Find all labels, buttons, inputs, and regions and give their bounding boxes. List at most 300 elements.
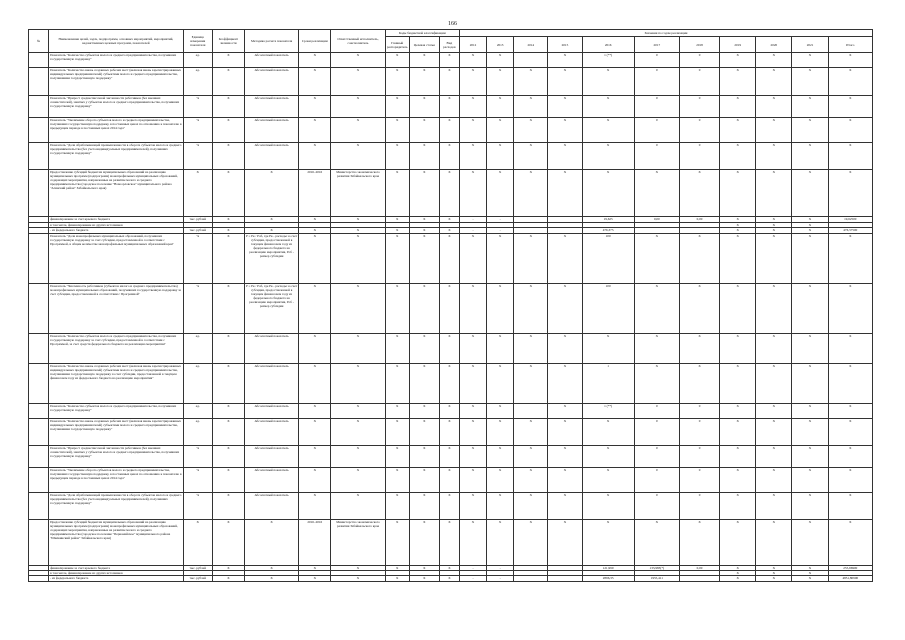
row-method-cell: Абсолютный показатель	[244, 143, 298, 170]
row-name-cell: Показатель "Количество субъектов малого и среднего предпринимательства, получивших государственную поддержку за счет субсидии, предоставленной в соответствии с Программой, за счет средств федерального бюджета на реализацию мероприятия"	[49, 334, 184, 364]
row-name-cell: Показатель "Количество субъектов малого и среднего предпринимательства, получивших государственную поддержку"	[49, 53, 184, 68]
row-year-value-cell: Х	[514, 468, 548, 493]
row-method-cell: Абсолютный показатель	[244, 96, 298, 118]
row-name-cell: Показатель "Увеличение оборота субъектов малого и среднего предпринимательства, получивших государственную поддержку, в постоянных ценах по отношению к показателю в предыдущем периоде в постоянных ценах 2014 года"	[49, 468, 184, 493]
row-budget-code-cell: Х	[385, 404, 409, 419]
row-year-value-cell: 255,96900	[828, 566, 872, 571]
row-year-value-cell: -	[487, 576, 514, 582]
row-responsible-cell: Министерство экономического развития Забайкальского края	[331, 520, 385, 566]
row-number-cell	[29, 576, 49, 582]
row-budget-code-cell: Х	[409, 118, 439, 143]
row-coefficient-cell: Х	[212, 446, 244, 468]
row-unit-cell: %	[183, 468, 212, 493]
row-number-cell	[29, 520, 49, 566]
row-budget-code-cell: Х	[409, 217, 439, 223]
row-budget-code-cell: Х	[385, 419, 409, 446]
row-budget-code-cell: Х	[409, 468, 439, 493]
row-year-value-cell: 0	[679, 118, 719, 143]
row-responsible-cell: Х	[331, 217, 385, 223]
row-unit-cell: тыс. рублей	[183, 576, 212, 582]
row-year-value-cell: 0	[679, 493, 719, 520]
row-unit-cell: ед.	[183, 334, 212, 364]
row-budget-code-cell: Х	[385, 96, 409, 118]
row-year-value-cell: Х	[756, 571, 792, 576]
row-budget-code-cell: Х	[409, 53, 439, 68]
table-row	[29, 118, 873, 143]
row-year-value-cell: Х	[459, 520, 486, 566]
row-method-cell: Абсолютный показатель	[244, 118, 298, 143]
table-row	[29, 284, 873, 334]
row-name-cell: в том числе, финансирование из других источников	[49, 571, 184, 576]
row-budget-code-cell: Х	[385, 143, 409, 170]
row-year-value-cell: Х	[828, 53, 872, 68]
row-number-cell	[29, 364, 49, 404]
header-budget-codes: Коды бюджетной классификации	[385, 30, 459, 37]
row-responsible-cell: Х	[331, 334, 385, 364]
row-coefficient-cell: Х	[212, 228, 244, 234]
row-year-value-cell: Х	[459, 96, 486, 118]
row-budget-code-cell: Х	[439, 234, 459, 284]
row-unit-cell: %	[183, 493, 212, 520]
row-name-cell: - из федерального бюджета	[49, 576, 184, 582]
row-period-cell: Х	[299, 576, 331, 582]
row-name-cell: Показатель "Численность работников (субъектов малого и среднего предпринимательства) монопрофильных муниципальных образований, получивших государственную поддержку за счет субсидии, предоставленной в соответствии с Программой"	[49, 284, 184, 334]
row-year-value-cell: Х	[548, 284, 582, 334]
row-year-value-cell: Х	[487, 334, 514, 364]
row-year-value-cell: Х	[548, 68, 582, 96]
header-name: Наименование целей, задач, подпрограмм, основных мероприятий, мероприятий, ведомственных целевых программ, показателей	[49, 30, 184, 53]
row-budget-code-cell: Х	[409, 334, 439, 364]
row-year-value-cell: Х	[720, 217, 756, 223]
row-budget-code-cell: Х	[439, 143, 459, 170]
row-year-value-cell: 4851,80900	[828, 576, 872, 582]
row-year-value-cell: 133,983(*)	[634, 566, 679, 571]
row-budget-code-cell: Х	[409, 364, 439, 404]
row-year-value-cell: Х	[828, 468, 872, 493]
row-year-value-cell: Х	[792, 96, 828, 118]
header-coefficient: Коэффициент значимости	[212, 30, 244, 53]
row-year-value-cell: -	[459, 228, 486, 234]
row-year-value-cell: Х	[487, 96, 514, 118]
row-responsible-cell: Х	[331, 493, 385, 520]
row-name-cell: Предоставление субсидий бюджетам муниципальных образований на реализацию муниципальных программ (подпрограмм) монопрофильных муниципальных образований, содержащих мероприятия, направленные на развитие малого и среднего предпринимательства (городское поселение "Новоорловское" муниципального района "Агинский район" Забайкальского края)	[49, 170, 184, 217]
row-year-value-cell: Х	[582, 118, 634, 143]
row-coefficient-cell: Х	[212, 493, 244, 520]
row-unit-cell: %	[183, 143, 212, 170]
row-number-cell	[29, 118, 49, 143]
row-method-cell: Абсолютный показатель	[244, 493, 298, 520]
table-row	[29, 446, 873, 468]
row-year-value-cell: 19,625	[582, 217, 634, 223]
row-period-cell: Х	[299, 566, 331, 571]
row-year-value-cell: Х	[548, 446, 582, 468]
row-method-cell: Х	[244, 566, 298, 571]
row-year-value-cell: Х	[582, 170, 634, 217]
row-year-value-cell: Х	[792, 364, 828, 404]
row-year-value-cell: Х	[487, 170, 514, 217]
row-coefficient-cell: Х	[212, 68, 244, 96]
row-year-value-cell: 0	[679, 468, 719, 493]
row-number-cell	[29, 284, 49, 334]
row-year-value-cell: Х	[548, 96, 582, 118]
row-year-value-cell: 0	[634, 143, 679, 170]
row-year-value-cell: 0,00	[679, 217, 719, 223]
row-year-value-cell: Х	[720, 284, 756, 334]
row-budget-code-cell: Х	[385, 284, 409, 334]
row-year-value-cell: Х	[548, 404, 582, 419]
table-row	[29, 520, 873, 566]
row-year-value-cell: Х	[828, 419, 872, 446]
row-year-value-cell: Х	[679, 334, 719, 364]
row-year-value-cell: Х	[792, 223, 828, 228]
row-budget-code-cell: Х	[409, 419, 439, 446]
row-year-value-cell	[514, 576, 548, 582]
row-year-value-cell: Х	[487, 118, 514, 143]
row-number-cell	[29, 493, 49, 520]
row-year-value-cell: Х	[828, 284, 872, 334]
row-year-value-cell: -	[459, 566, 486, 571]
row-year-value-cell: Х	[792, 571, 828, 576]
row-year-value-cell: Х	[720, 520, 756, 566]
row-year-value-cell: 0	[679, 446, 719, 468]
row-budget-code-cell: Х	[439, 170, 459, 217]
header-year-4: 2015	[548, 37, 582, 53]
row-year-value-cell: Х	[756, 493, 792, 520]
row-coefficient-cell: Х	[212, 118, 244, 143]
row-method-cell: Х	[244, 217, 298, 223]
row-budget-code-cell: Х	[385, 217, 409, 223]
row-year-value-cell: Х	[582, 334, 634, 364]
row-year-value-cell: Х	[792, 566, 828, 571]
row-year-value-cell: Х	[514, 143, 548, 170]
row-year-value-cell: Х	[634, 364, 679, 404]
header-budget-code-1: Главный распорядитель	[385, 37, 409, 53]
row-year-value-cell: Х	[514, 493, 548, 520]
table-row	[29, 468, 873, 493]
row-number-cell	[29, 170, 49, 217]
row-responsible-cell: Х	[331, 566, 385, 571]
row-period-cell: 2016–2016	[299, 170, 331, 217]
row-year-value-cell: Х	[756, 170, 792, 217]
row-coefficient-cell: Х	[212, 234, 244, 284]
row-budget-code-cell: Х	[409, 404, 439, 419]
row-year-value-cell: Х	[548, 468, 582, 493]
row-year-value-cell: 1955,411	[634, 576, 679, 582]
row-period-cell: Х	[299, 118, 331, 143]
row-budget-code-cell: Х	[385, 493, 409, 520]
row-unit-cell: тыс. рублей	[183, 217, 212, 223]
row-period-cell: Х	[299, 228, 331, 234]
row-year-value-cell: Х	[828, 493, 872, 520]
row-budget-code-cell: Х	[385, 68, 409, 96]
row-year-value-cell: Х	[720, 493, 756, 520]
row-method-cell: P = Рк / Pоб, где Pк - расходы за счет субсидии, предоставленной в текущем финансовом году из федерального бюджета на реализацию мероприятия, Pоб - размер субсидии	[244, 284, 298, 334]
row-number-cell	[29, 143, 49, 170]
row-year-value-cell: Х	[487, 284, 514, 334]
row-responsible-cell: Х	[331, 364, 385, 404]
row-budget-code-cell: Х	[439, 468, 459, 493]
row-budget-code-cell: Х	[439, 446, 459, 468]
row-year-value-cell: Х	[792, 217, 828, 223]
row-budget-code-cell: Х	[385, 520, 409, 566]
row-budget-code-cell: Х	[439, 404, 459, 419]
row-year-value-cell: Х	[514, 419, 548, 446]
row-year-value-cell: Х	[548, 234, 582, 284]
table-row	[29, 234, 873, 284]
row-unit-cell: ед.	[183, 68, 212, 96]
row-coefficient-cell: Х	[212, 334, 244, 364]
row-number-cell	[29, 53, 49, 68]
row-budget-code-cell: Х	[385, 234, 409, 284]
row-year-value-cell: 0	[634, 53, 679, 68]
row-period-cell: Х	[299, 468, 331, 493]
row-year-value-cell: Х	[792, 334, 828, 364]
row-period-cell: 2016–2016	[299, 520, 331, 566]
row-year-value-cell: Х	[487, 143, 514, 170]
row-budget-code-cell: Х	[385, 334, 409, 364]
row-method-cell: Абсолютный показатель	[244, 446, 298, 468]
row-budget-code-cell: Х	[409, 576, 439, 582]
row-year-value-cell: 0	[679, 419, 719, 446]
row-year-value-cell: Х	[756, 234, 792, 284]
row-year-value-cell: 1	[582, 364, 634, 404]
header-method: Методика расчета показателя	[244, 30, 298, 53]
row-year-value-cell: Х	[756, 334, 792, 364]
row-year-value-cell: 19,62500	[828, 217, 872, 223]
table-row	[29, 68, 873, 96]
row-year-value-cell: Х	[582, 468, 634, 493]
row-name-cell: Показатель "Прирост среднесписочной численности работников (без внешних совместителей), занятых у субъектов малого и среднего предпринимательства, получивших государственную поддержку"	[49, 446, 184, 468]
row-year-value-cell: Х	[514, 96, 548, 118]
row-number-cell	[29, 446, 49, 468]
row-method-cell: Абсолютный показатель	[244, 364, 298, 404]
header-budget-code-2: Целевая статья	[409, 37, 439, 53]
row-budget-code-cell: Х	[409, 493, 439, 520]
program-indicators-table	[28, 29, 873, 582]
row-year-value-cell: Х	[487, 53, 514, 68]
row-year-value-cell: Х	[582, 68, 634, 96]
row-period-cell: Х	[299, 96, 331, 118]
row-budget-code-cell: Х	[439, 228, 459, 234]
row-year-value-cell: Х	[756, 419, 792, 446]
row-year-value-cell: Х	[828, 364, 872, 404]
table-row	[29, 576, 873, 582]
header-year-6: 2017	[634, 37, 679, 53]
row-year-value-cell: Х	[548, 143, 582, 170]
row-year-value-cell: -	[487, 566, 514, 571]
row-year-value-cell: Х	[582, 143, 634, 170]
row-year-value-cell: 0	[679, 68, 719, 96]
row-name-cell: Показатель "Увеличение оборота субъектов малого и среднего предпринимательства, получивших государственную поддержку, в постоянных ценах по отношению к показателю в предыдущем периоде в постоянных ценах 2014 года"	[49, 118, 184, 143]
row-year-value-cell: Х	[548, 170, 582, 217]
row-budget-code-cell: Х	[409, 68, 439, 96]
row-budget-code-cell: Х	[409, 96, 439, 118]
row-year-value-cell: -	[487, 228, 514, 234]
row-year-value-cell: Х	[548, 520, 582, 566]
row-year-value-cell: Х	[679, 234, 719, 284]
table-row	[29, 334, 873, 364]
row-budget-code-cell: Х	[439, 118, 459, 143]
row-year-value-cell: Х	[756, 68, 792, 96]
row-year-value-cell: Х	[720, 118, 756, 143]
row-method-cell: Х	[244, 228, 298, 234]
row-year-value-cell: 0,00	[634, 217, 679, 223]
row-period-cell: Х	[299, 419, 331, 446]
row-year-value-cell: Х	[548, 118, 582, 143]
row-unit-cell: тыс. рублей	[183, 228, 212, 234]
row-budget-code-cell: Х	[385, 364, 409, 404]
row-method-cell: Абсолютный показатель	[244, 68, 298, 96]
row-period-cell: Х	[299, 217, 331, 223]
row-budget-code-cell: Х	[439, 576, 459, 582]
header-year-9: 2020	[756, 37, 792, 53]
row-year-value-cell: Х	[756, 53, 792, 68]
row-coefficient-cell: Х	[212, 364, 244, 404]
row-year-value-cell: Х	[792, 170, 828, 217]
row-responsible-cell: Х	[331, 53, 385, 68]
row-year-value-cell: Х	[459, 234, 486, 284]
row-year-value-cell: Х	[756, 228, 792, 234]
row-year-value-cell: 100	[582, 234, 634, 284]
row-year-value-cell: Х	[487, 446, 514, 468]
table-row	[29, 96, 873, 118]
row-year-value-cell: 0	[634, 493, 679, 520]
row-year-value-cell: Х	[720, 234, 756, 284]
row-year-value-cell: Х	[756, 468, 792, 493]
table-row	[29, 53, 873, 68]
row-year-value-cell: Х	[720, 446, 756, 468]
row-year-value-cell: Х	[720, 576, 756, 582]
row-year-value-cell: Х	[582, 493, 634, 520]
row-budget-code-cell: Х	[439, 217, 459, 223]
row-year-value-cell: Х	[459, 284, 486, 334]
row-year-value-cell: Х	[459, 468, 486, 493]
row-responsible-cell: Х	[331, 96, 385, 118]
row-unit-cell: %	[183, 234, 212, 284]
table-row	[29, 143, 873, 170]
row-budget-code-cell: Х	[385, 118, 409, 143]
row-year-value-cell: Х	[720, 571, 756, 576]
row-year-value-cell: Х	[792, 234, 828, 284]
row-number-cell	[29, 334, 49, 364]
row-year-value-cell: Х	[792, 53, 828, 68]
row-year-value-cell: Х	[720, 419, 756, 446]
row-year-value-cell: Х	[548, 493, 582, 520]
row-period-cell: Х	[299, 284, 331, 334]
row-year-value-cell: 0	[634, 96, 679, 118]
row-responsible-cell: Х	[331, 228, 385, 234]
row-year-value-cell	[548, 576, 582, 582]
row-year-value-cell: Х	[459, 446, 486, 468]
row-year-value-cell: Х	[514, 118, 548, 143]
row-period-cell: Х	[299, 53, 331, 68]
row-year-value-cell: Х	[459, 170, 486, 217]
row-year-value-cell: Х	[756, 364, 792, 404]
row-year-value-cell: Х	[756, 520, 792, 566]
row-period-cell: Х	[299, 493, 331, 520]
row-year-value-cell: Х	[720, 334, 756, 364]
row-responsible-cell: Х	[331, 419, 385, 446]
row-budget-code-cell: Х	[439, 284, 459, 334]
row-budget-code-cell: Х	[409, 234, 439, 284]
header-year-7: 2018	[679, 37, 719, 53]
row-year-value-cell: 100	[582, 284, 634, 334]
row-year-value-cell: Х	[720, 468, 756, 493]
row-year-value-cell: Х	[792, 446, 828, 468]
row-unit-cell: ед.	[183, 364, 212, 404]
row-budget-code-cell: Х	[439, 68, 459, 96]
row-budget-code-cell: Х	[439, 334, 459, 364]
row-year-value-cell: Х	[720, 223, 756, 228]
row-method-cell: Абсолютный показатель	[244, 404, 298, 419]
row-year-value-cell: Х	[582, 96, 634, 118]
row-year-value-cell: 0	[634, 446, 679, 468]
row-year-value-cell: Х	[487, 364, 514, 404]
row-year-value-cell: Х	[459, 53, 486, 68]
row-year-value-cell: 0	[634, 118, 679, 143]
row-method-cell: Абсолютный показатель	[244, 334, 298, 364]
row-year-value-cell: Х	[679, 520, 719, 566]
row-budget-code-cell: Х	[439, 520, 459, 566]
page-number: 166	[448, 21, 457, 27]
row-year-value-cell: Х	[756, 446, 792, 468]
row-year-value-cell: Х	[828, 334, 872, 364]
row-budget-code-cell: Х	[409, 170, 439, 217]
table-row	[29, 364, 873, 404]
row-year-value-cell: Х	[828, 446, 872, 468]
row-name-cell: Показатель "Количество субъектов малого и среднего предпринимательства, получивших государственную поддержку"	[49, 404, 184, 419]
row-year-value-cell: Х	[514, 334, 548, 364]
row-year-value-cell: Х	[582, 446, 634, 468]
row-period-cell: Х	[299, 234, 331, 284]
table-row	[29, 419, 873, 446]
row-budget-code-cell: Х	[409, 520, 439, 566]
row-responsible-cell: Х	[331, 118, 385, 143]
row-year-value-cell: Х	[582, 419, 634, 446]
row-year-value-cell: Х	[634, 234, 679, 284]
row-budget-code-cell: Х	[409, 284, 439, 334]
row-name-cell: Предоставление субсидий бюджетам муниципальных образований на реализацию муниципальных программ (подпрограмм) монопрофильных муниципальных образований, содержащих мероприятия, направленные на развитие малого и среднего предпринимательства (городское поселение "Первомайское" муниципального района "Шилкинский район" Забайкальского края)	[49, 520, 184, 566]
table-row	[29, 170, 873, 217]
row-unit-cell: %	[183, 446, 212, 468]
row-budget-code-cell: Х	[385, 53, 409, 68]
row-year-value-cell: 0	[679, 404, 719, 419]
row-year-value-cell: 0	[679, 96, 719, 118]
row-year-value-cell: Х	[487, 234, 514, 284]
row-year-value-cell: Х	[487, 493, 514, 520]
row-budget-code-cell: Х	[439, 364, 459, 404]
header-responsible: Ответственный исполнитель, соисполнитель	[331, 30, 385, 53]
header-year-10: 2021	[792, 37, 828, 53]
row-year-value-cell: Х	[634, 284, 679, 334]
row-name-cell: в том числе, финансирование из других источников	[49, 223, 184, 228]
row-year-value-cell: Х	[828, 118, 872, 143]
row-year-value-cell: Х	[548, 419, 582, 446]
row-budget-code-cell: Х	[385, 468, 409, 493]
row-year-value-cell: Х	[792, 493, 828, 520]
row-method-cell: Х	[244, 576, 298, 582]
row-year-value-cell	[514, 404, 548, 419]
row-year-value-cell: Х	[548, 53, 582, 68]
row-year-value-cell: 1 (**)	[582, 53, 634, 68]
row-year-value-cell: 0	[679, 53, 719, 68]
row-coefficient-cell: Х	[212, 284, 244, 334]
row-name-cell: Показатель "Количество вновь созданных рабочих мест (включая вновь зарегистрированных индивидуальных предпринимателей) субъектами малого и среднего предпринимательства, получившими государственную поддержку за счет субсидии, предоставленной в текущем финансовом году из федерального бюджета на реализацию мероприятия"	[49, 364, 184, 404]
row-year-value-cell: Х	[459, 364, 486, 404]
row-unit-cell: Х	[183, 520, 212, 566]
row-year-value-cell: Х	[828, 68, 872, 96]
header-year-2: 2013	[487, 37, 514, 53]
